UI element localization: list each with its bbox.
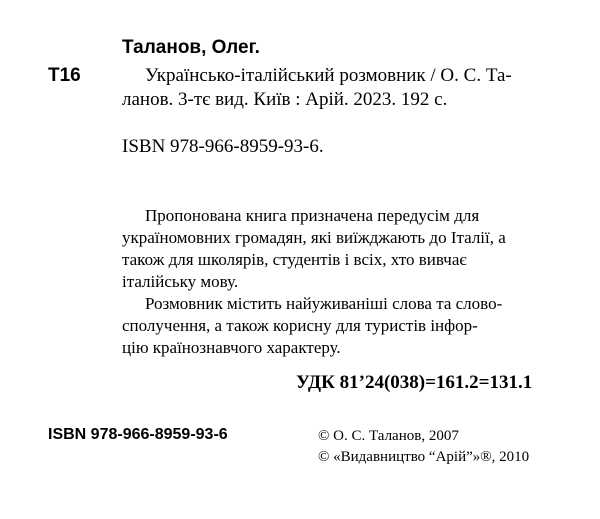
isbn-line: ISBN 978-966-8959-93-6. — [122, 136, 324, 157]
description-line-1: Українсько-італійський розмовник / О. С. Та- — [145, 65, 512, 86]
annotation-line: україномовних громадян, які виїжджають до Італії, а — [122, 228, 506, 247]
annotation-line: Пропонована книга призначена передусім для — [145, 206, 480, 225]
copyright-author: © О. С. Таланов, 2007 — [318, 428, 459, 444]
author-heading: Таланов, Олег. — [122, 37, 260, 58]
footer-isbn: ISBN 978-966-8959-93-6 — [48, 426, 228, 443]
annotation-line: італійську мову. — [122, 272, 239, 291]
author-mark: Т16 — [48, 65, 81, 86]
annotation-line: цію країнознавчого характеру. — [122, 338, 341, 357]
annotation-line: Розмовник містить найуживаніші слова та слово- — [145, 294, 503, 313]
udc-code: УДК 81’24(038)=161.2=131.1 — [296, 372, 533, 393]
annotation-line: сполучення, а також корисну для туристів інфор- — [122, 316, 478, 335]
annotation-line: також для школярів, студентів і всіх, хто вивчає — [122, 250, 467, 269]
description-line-2: ланов. 3-тє вид. Київ : Арій. 2023. 192 с. — [122, 89, 448, 110]
copyright-publisher: © «Видавництво “Арій”»®, 2010 — [318, 449, 530, 465]
